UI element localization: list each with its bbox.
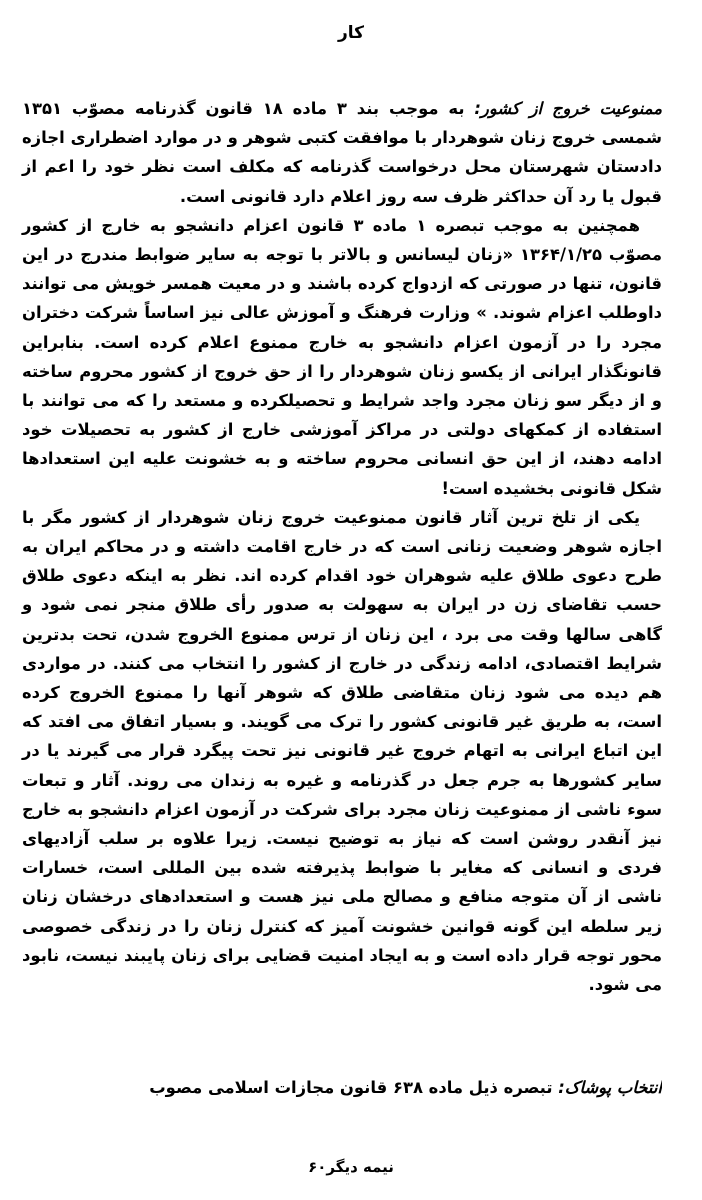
section-term: انتخاب پوشاک: xyxy=(558,1078,662,1097)
page-footer: نیمه دیگر۶۰ xyxy=(308,1158,394,1176)
paragraph-text: همچنین به موجب تبصره ۱ ماده ۳ قانون اعزام دانشجو به خارج از کشور مصوّب ۱۳۶۴/۱/۲۵ «زنان لیسانس و بالاتر با توجه به سایر ضوابط مندرج در این قانون، تنها در صورتی که ازدواج کرده باشند و در معیت همسر خویش می توانند داوطلب اعزام شوند. » وزارت فرهنگ و آموزش عالی نیز اساساً شرکت دختران مجرد را در آزمون اعزام دانشجو به خارج ممنوع اعلام کرده است. بنابراین قانونگذار ایرانی از یکسو زنان شوهردار را از حق خروج از کشور محروم ساخته و از دیگر سو زنان مجرد واجد شرایط و تحصیلکرده و مستعد را که می توانند با استفاده از کمکهای دولتی در مراکز آموزشی خارج از کشور به تحصیلات خود ادامه دهند، از این حق انسانی محروم ساخته و به خشونت علیه این استعدادها شکل قانونی بخشیده است! xyxy=(22,215,662,498)
paragraph-text: یکی از تلخ ترین آثار قانون ممنوعیت خروج زنان شوهردار از کشور مگر با اجازه شوهر وضعیت زنانی است که در خارج اقامت داشته و در محاکم ایران به طرح دعوی طلاق علیه شوهران خود اقدام کرده اند. نظر به اینکه دعوی طلاق حسب تقاضای زن در ایران به سهولت به صدور رأی طلاق منجر نمی شود و گاهی سالها وقت می برد ، این زنان از ترس ممنوع الخروج شدن، تحت بدترین شرایط اقتصادی، ادامه زندگی در خارج از کشور را انتخاب می کنند. در مواردی هم دیده می شود زنان متقاضی طلاق که شوهر آنها را ممنوع الخروج کرده است، به طریق غیر قانونی کشور را ترک می گویند. و بسیار اتفاق می افتد که این اتباع ایرانی به اتهام خروج غیر قانونی نیز تحت پیگرد قرار می گیرند یا در سایر کشورها به جرم جعل در گذرنامه و غیره به زندان می روند. آثار و تبعات سوء ناشی از ممنوعیت زنان مجرد برای شرکت در آزمون اعزام دانشجو به خارج نیز آنقدر روشن است که نیاز به توضیح نیست. زیرا علاوه بر سلب آزادیهای فردی و انسانی که مغایر با ضوابط پذیرفته شده بین المللی است، خسارات ناشی از آن متوجه منافع و مصالح ملی نیز هست و استعدادهای درخشان زنان زیر سلطه این گونه قوانین خشونت آمیز که کنترل زنان را در زندگی خصوصی محور توجه قرار داده است و به ایجاد امنیت قضایی برای زنان پایبند نیست، نابود می شود. xyxy=(22,507,662,995)
paragraph-text: به موجب بند ۳ ماده ۱۸ قانون گذرنامه مصوّب ۱۳۵۱ شمسی خروج زنان شوهردار با موافقت کتبی شوهر و در موارد اضطراری اجازه دادستان شهرستان محل درخواست گذرنامه که مکلف است نظر خود را اعم از قبول یا رد آن حداکثر ظرف سه روز اعلام دارد قانونی است. xyxy=(22,99,662,206)
paragraph-student-dispatch xyxy=(22,211,662,503)
section-term: ممنوعیت خروج از کشور: xyxy=(474,99,662,118)
paragraph-text: تبصره ذیل ماده ۶۳۸ قانون مجازات اسلامی مصوب xyxy=(149,1078,559,1097)
paragraph-consequences xyxy=(22,503,662,999)
body-text xyxy=(22,94,662,999)
paragraph-clothing-choice xyxy=(22,1073,662,1102)
running-head: کار xyxy=(337,23,365,43)
paragraph-exit-ban xyxy=(22,94,662,211)
